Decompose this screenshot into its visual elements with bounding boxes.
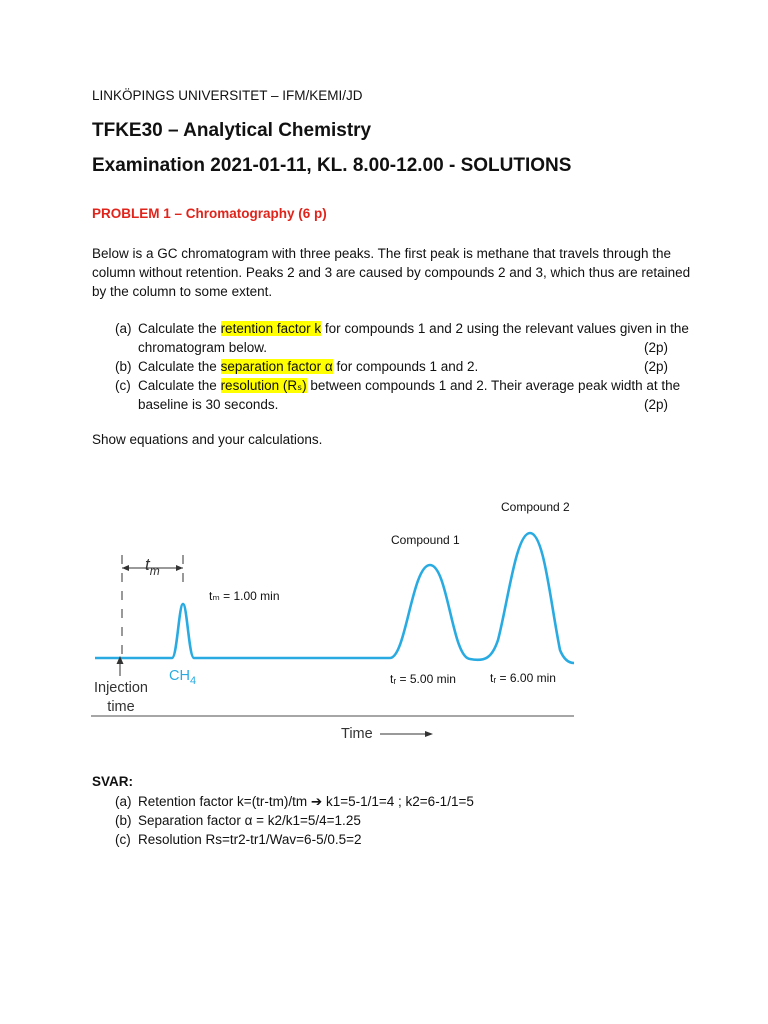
compound-2-label: Compound 2 bbox=[501, 500, 570, 514]
tm-arrow-right-head bbox=[176, 565, 183, 571]
tr-compound-1: tᵣ = 5.00 min bbox=[390, 672, 456, 686]
tm-symbol: $t_m$ bbox=[145, 555, 160, 578]
intro-line-1: Below is a GC chromatogram with three peaks. The first peak is methane that travels through the bbox=[92, 246, 672, 261]
answers-title: SVAR: bbox=[92, 774, 134, 789]
question-b-label: (b) bbox=[115, 359, 132, 374]
question-c-line2-text: baseline is 30 seconds. bbox=[138, 397, 279, 412]
answer-a-pre: Retention factor k=(tr-tm)/tm bbox=[138, 794, 311, 809]
highlight-resolution: resolution (Rₛ) bbox=[220, 378, 307, 393]
question-a-post: for compounds 1 and 2 using the relevant values given in the bbox=[321, 321, 689, 336]
tm-arrow-left-head bbox=[122, 565, 129, 571]
question-b-points: (2p) bbox=[643, 359, 668, 374]
question-c-label: (c) bbox=[115, 378, 131, 393]
exam-title: Examination 2021-01-11, KL. 8.00-12.00 - SOLUTIONS bbox=[92, 155, 572, 176]
show-instruction: Show equations and your calculations. bbox=[92, 432, 323, 447]
intro-line-3: by the column to some extent. bbox=[92, 284, 273, 299]
question-a-line2-text: chromatogram below. bbox=[138, 340, 268, 355]
problem-title: PROBLEM 1 – Chromatography (6 p) bbox=[92, 206, 327, 221]
question-b-post: for compounds 1 and 2. bbox=[332, 359, 479, 374]
answer-a-label: (a) bbox=[115, 794, 132, 809]
highlight-retention-factor: retention factor k bbox=[220, 321, 322, 336]
answer-b-text: Separation factor α = k2/k1=5/4=1.25 bbox=[138, 813, 361, 828]
question-c-points: (2p) bbox=[643, 397, 668, 412]
ch4-label: $CH_4$ bbox=[169, 668, 197, 687]
university-line: LINKÖPINGS UNIVERSITET – IFM/KEMI/JD bbox=[92, 88, 363, 103]
question-c-post: between compounds 1 and 2. Their average peak width at the bbox=[306, 378, 681, 393]
time-arrow-head bbox=[425, 731, 433, 737]
answer-a-post: k1=5-1/1=4 ; k2=6-1/1=5 bbox=[322, 794, 474, 809]
arrow-icon: ➔ bbox=[310, 794, 323, 809]
question-a-pre: Calculate the bbox=[138, 321, 221, 336]
question-a-label: (a) bbox=[115, 321, 132, 336]
compound-1-label: Compound 1 bbox=[391, 533, 460, 547]
injection-label-1: Injection bbox=[93, 680, 149, 696]
course-title: TFKE30 – Analytical Chemistry bbox=[92, 120, 372, 141]
tm-value: tₘ = 1.00 min bbox=[209, 589, 280, 603]
question-b-pre: Calculate the bbox=[138, 359, 221, 374]
answer-a-text bbox=[138, 794, 474, 810]
tr-compound-2: tᵣ = 6.00 min bbox=[490, 671, 556, 685]
question-a-points: (2p) bbox=[643, 340, 668, 355]
answer-b-label: (b) bbox=[115, 813, 132, 828]
answer-c-text: Resolution Rs=tr2-tr1/Wav=6-5/0.5=2 bbox=[138, 832, 362, 847]
injection-label-2: time bbox=[107, 699, 135, 715]
chromatogram-trace bbox=[95, 533, 574, 663]
intro-line-2: column without retention. Peaks 2 and 3 are caused by compounds 2 and 3, which thus are retained bbox=[92, 265, 691, 280]
question-c-pre: Calculate the bbox=[138, 378, 221, 393]
highlight-separation-factor: separation factor α bbox=[220, 359, 333, 374]
answer-c-label: (c) bbox=[115, 832, 131, 847]
time-axis-label: Time bbox=[341, 726, 373, 742]
